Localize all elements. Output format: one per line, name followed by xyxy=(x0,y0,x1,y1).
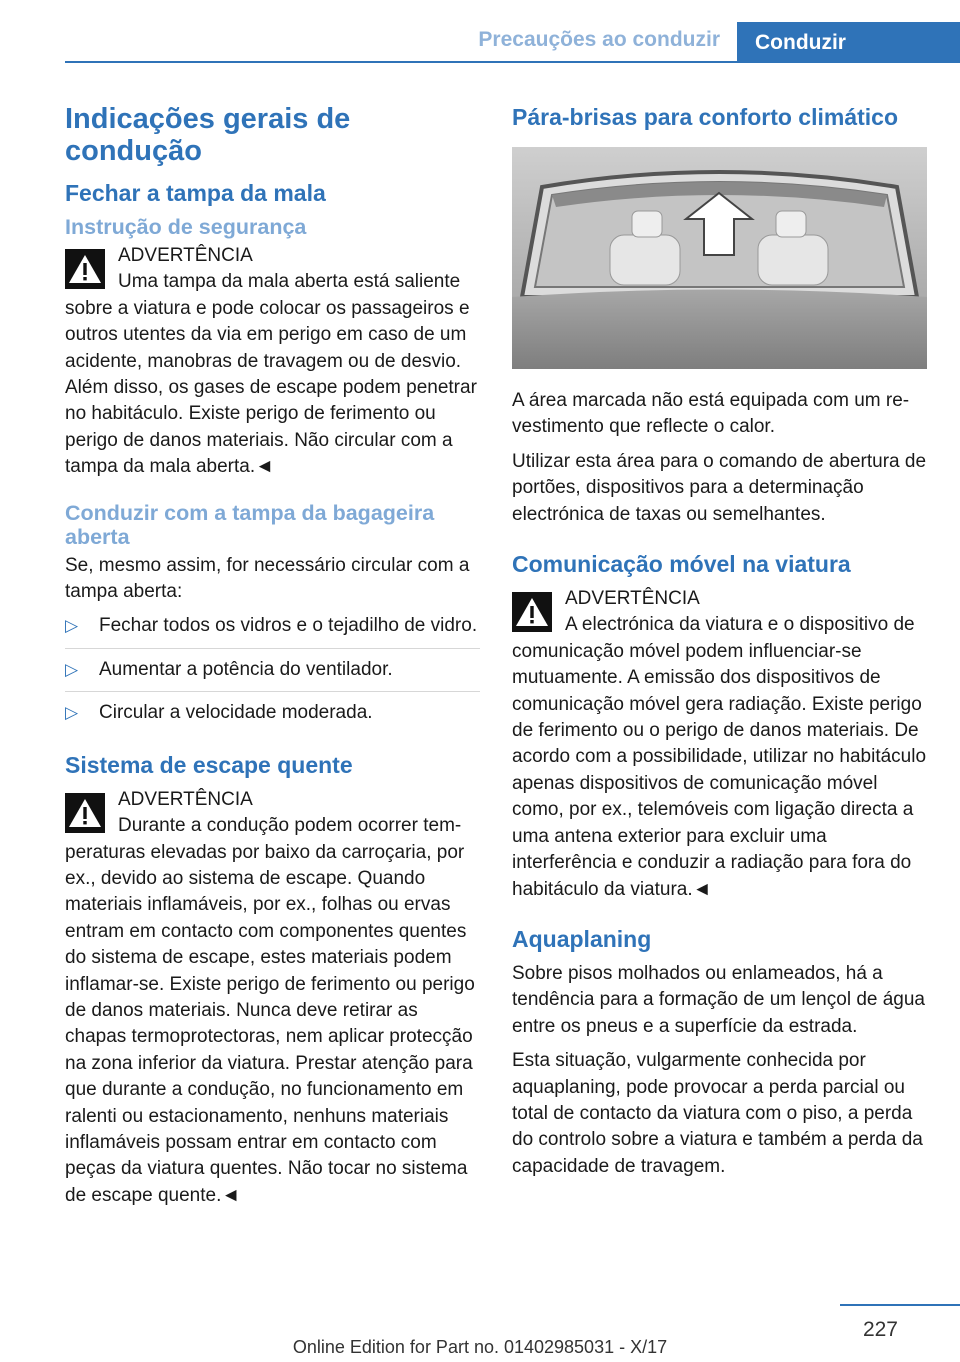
warning-text: Uma tampa da mala aberta está saliente sobre a viatura e pode colocar os passageiros e outros utentes da via em perigo em caso de um acidente, manobras de travagem ou de desvio. Além disso, os gases de escape podem penetrar no habitáculo. Existe perigo de ferimento ou perigo de danos materiais. Não circular com a tampa da mala aberta.◄ xyxy=(65,271,477,478)
warning-block-trunk xyxy=(65,243,480,481)
heading-exhaust: Sistema de escape quente xyxy=(65,751,353,778)
right-column xyxy=(512,103,927,1188)
list-item: ▷ Aumentar a potência do ventilador. xyxy=(65,657,480,692)
main-heading: Indicações gerais de condução xyxy=(65,103,351,167)
aquaplaning-text-1: Sobre pisos molhados ou enlameados, há a tendência para a formação de um lençol de água entre os pneus e a superfície da estrada. xyxy=(512,962,925,1037)
warning-triangle-icon xyxy=(65,793,105,833)
bullet-arrow-icon: ▷ xyxy=(65,616,79,636)
open-trunk-intro: Se, mesmo assim, for necessário circular com a tampa aberta: xyxy=(65,554,470,603)
header-rule xyxy=(65,61,960,63)
warning-title: ADVERTÊNCIA xyxy=(118,245,253,266)
warning-title: ADVERTÊNCIA xyxy=(118,788,253,810)
heading-safety: Instrução de segurança xyxy=(65,215,307,239)
warning-title: ADVERTÊNCIA xyxy=(565,588,700,610)
edition-footer: Online Edition for Part no. 01402985031 - X/17 xyxy=(292,1337,668,1357)
warning-triangle-icon xyxy=(512,592,552,632)
left-column xyxy=(65,103,480,1223)
warning-text: A electrónica da viatura e o dispositivo de comunicação móvel podem influenciar-se mutuamente. A emissão dos dispositivos de comunicação móvel gera radiação. Existe perigo de ferimento ou o perigo de danos materiais. De acordo com a possibilidade, utilizar no habitáculo apenas dispositivos de comunicação móvel como, por ex., telemóveis com ligação directa a uma antena exterior para excluir uma interferência e conduzir a radiação para fora do habitáculo da viatura.◄ xyxy=(512,614,927,900)
aquaplaning-text-2: Esta situação, vulgarmente conhecida por aquaplaning, pode provocar a perda parcial ou total de contacto da viatura com o piso, a perda do controlo sobre a viatura e também a perda da capacidade de travagem. xyxy=(512,1050,923,1177)
bullet-list xyxy=(65,613,480,734)
marked-area-text: A área marcada não está equipada com um revestimento que reflecte o calor. xyxy=(512,390,910,438)
heading-windscreen: Pára-brisas para conforto climático xyxy=(512,104,899,130)
heading-trunk: Fechar a tampa da mala xyxy=(65,180,326,206)
warning-triangle-icon xyxy=(65,249,105,289)
windscreen-photo xyxy=(512,147,927,369)
warning-block-exhaust xyxy=(65,787,480,1210)
section-title: Precauções ao conduzir xyxy=(478,28,720,51)
heading-open-trunk: Conduzir com a tampa da bagageira aberta xyxy=(65,500,435,549)
footer-rule xyxy=(840,1304,960,1306)
page-number: 227 xyxy=(862,1318,898,1341)
heading-mobile: Comunicação móvel na viatura xyxy=(512,551,851,578)
list-item: ▷ Circular a velocidade moderada. xyxy=(65,700,480,734)
warning-block-mobile xyxy=(512,586,927,903)
page-header xyxy=(0,0,960,62)
heading-aquaplaning: Aquaplaning xyxy=(512,925,652,952)
list-item: ▷ Fechar todos os vidros e o tejadilho de vidro. xyxy=(65,613,480,648)
bullet-arrow-icon: ▷ xyxy=(65,659,79,679)
chapter-tab: Conduzir xyxy=(737,22,960,63)
area-use-text: Utilizar esta área para o comando de abertura de portões, dispositivos para a determinação electrónica de taxas ou semelhantes. xyxy=(512,450,927,525)
warning-text: Durante a condução podem ocorrer temperaturas elevadas por baixo da carroçaria, por ex., devido ao sistema de escape. Quando materiais inflamáveis, por ex., folhas ou ervas entram em contacto com componentes quentes do sistema de escape, estes materiais podem inflamar-se. Existe perigo de ferimento ou perigo de danos materiais. Nunca deve retirar as chapas termoprotectoras, nem aplicar protecção na zona inferior da viatura. Prestar atenção para que durante a condução, no funcionamento em ralenti ou estacionamento, nenhuns materiais inflamáveis possam entrar em contacto com peças da viatura quentes. Não tocar no sistema de escape quente.◄ xyxy=(65,815,475,1206)
bullet-arrow-icon: ▷ xyxy=(65,703,79,723)
